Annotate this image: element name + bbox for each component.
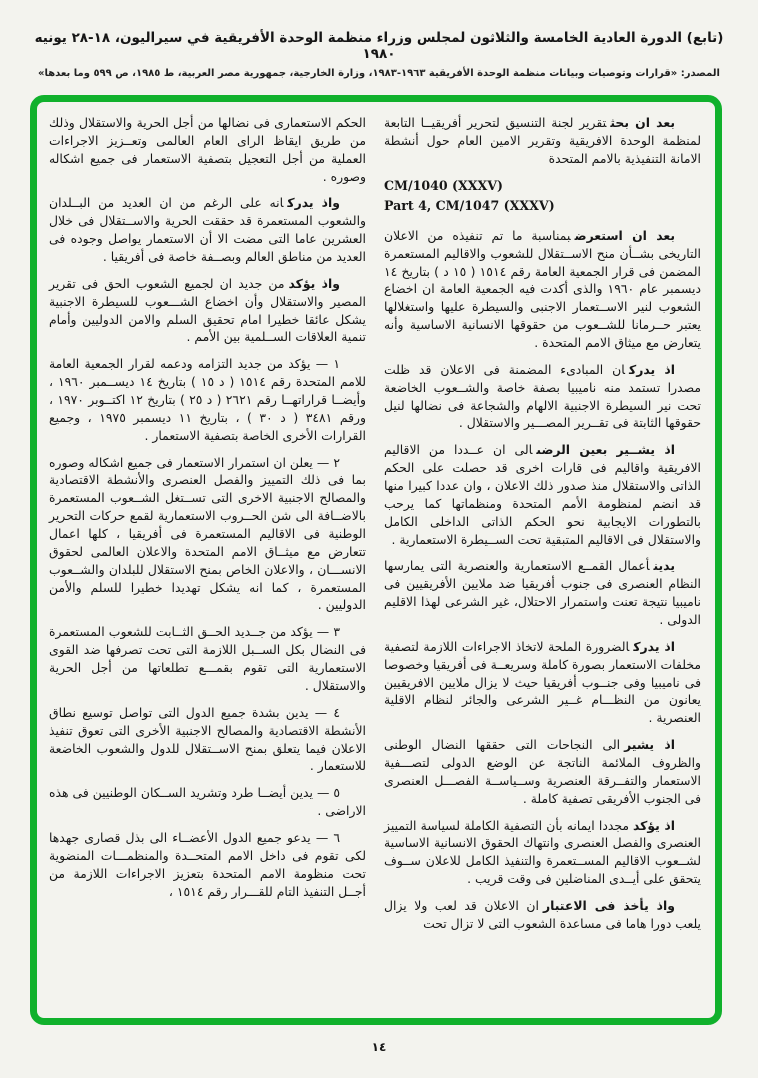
paragraph xyxy=(49,114,366,185)
paragraph-text: انه على الرغم من ان العديد من البــلدان والشعوب المستعمرة قد حققت الحرية والاســتقلال فى خلال العشرين عاما التى مضت الا أن الاستعمار يواصل وجوده فى العديد من مناطق العالم وبصــفة خاصة فى أفريقيا . xyxy=(49,195,366,265)
paragraph-lead: اذ يشير xyxy=(624,737,676,753)
page-header xyxy=(0,30,758,79)
page-number: ١٤ xyxy=(371,1040,387,1054)
paragraph-text: ١ — يؤكد من جديد التزامه ودعمه لقرار الجمعية العامة للامم المتحدة رقم ١٥١٤ ( د ١٥ ) بتاريخ ١٤ ديســمبر ١٩٦٠ ، وأيضــا قراراتهــا رقم ٢٦٢١ ( د ٢٥ ) بتاريخ ١٢ اكتــوبر ١٩٧٠ ، ورقم ٣٤٨١ ( د ٣٠ ) ، بتاريخ ١١ ديسمبر ١٩٧٥ ، وجميع القرارات الأخرى الخاصة بتصفية الاستعمار . xyxy=(49,356,367,443)
session-title: (تابع) الدورة العادية الخامسة والثلاثون لمجلس وزراء منظمة الوحدة الأفريقية في سيراليون، ١٨-٢٨ يونيه ١٩٨٠ xyxy=(34,30,724,62)
paragraph-lead: بعد ان استعرض xyxy=(574,227,675,243)
resolution-item-6 xyxy=(49,829,366,900)
paragraph-text: من جديد ان لجميع الشعوب الحق فى تقرير المصير والاستقلال وأن اخضاع الشـــعوب للسيطرة الاجنبية يشكل عائقا خطيرا امام تحقيق السلم والامن الدوليين وأمام تنمية العلاقات الســلمية بين الأمم . xyxy=(49,275,366,345)
paragraph-text: ٦ — يدعو جميع الدول الأعضــاء الى بذل قصارى جهدها لكى تقوم فى داخل الامم المتحــدة والمنظمـــات المنضوية تحت منظومة الامم المتحدة بتعزيز الاجراءات اللازمة من أجــل التنفيذ التام للقـــرار رقم ١٥١٤ ، xyxy=(49,829,366,899)
document-body xyxy=(37,102,715,1018)
document-reference: CM/1040 (XXXV) xyxy=(384,177,504,193)
paragraph-text: أعمال القمــع الاستعمارية والعنصرية التى يمارسها النظام العنصرى فى جنوب أفريقيا ضد ملايين الأفريقيين فى ناميبيا نتيجة تعنت واستمرار الاحتلال، غير الشرعى لهذا الاقليم الدولى . xyxy=(384,558,701,628)
paragraph-text: الى النجاحات التى حققها النضال الوطنى والظروف الملائمة الناتجة عن الوضع الدولى لتصـــفية الاستعمار والتفــرقة العنصرية وســياســة الفصـــل العنصرى فى الجنوب الأفريقى تصفية كاملة . xyxy=(384,737,701,806)
paragraph-text: بمناسبة ما تم تنفيذه من الاعلان التاريخى بشــأن منح الاســتقلال للشعوب والاقاليم المستعمرة المضمن فى قرار الجمعية العامة رقم ١٥١٤ ( ١٥ د ) بتاريخ ١٤ ديسمبر عام ١٩٦٠ والذى أكدت فيه الجمعية العامة ان اخضاع الشعوب لنير الاســتعمار الاجنبى والسيطرة عليها واستغلالها يعتبر حــرمانا للشــعوب من حقوقها الانسانية الاساسية وأنه يتعارض مع ميثاق الامم المتحدة . xyxy=(384,227,701,350)
resolution-item-5 xyxy=(49,784,366,820)
paragraph xyxy=(384,361,701,432)
paragraph xyxy=(384,897,701,933)
paragraph xyxy=(384,114,701,168)
paragraph-lead: اذ يدرك xyxy=(628,361,675,377)
source-citation: المصدر: «قرارات وتوصيات وبيانات منظمة الوحدة الأفريقية ١٩٦٣-١٩٨٣، وزارة الخارجية، جمهورية مصر العربية، ط ١٩٨٥، ص ٥٩٩ وما بعدها» xyxy=(37,68,720,79)
paragraph xyxy=(384,638,701,727)
resolution-item-2 xyxy=(49,454,366,615)
paragraph-lead: واذ يدرك xyxy=(287,195,340,211)
paragraph xyxy=(49,194,366,265)
column-left xyxy=(49,114,366,1010)
paragraph-lead: يدين xyxy=(653,558,675,574)
resolution-item-3 xyxy=(49,623,366,694)
document-frame xyxy=(30,95,722,1025)
paragraph-lead: واذ يؤكد xyxy=(288,275,340,291)
column-right xyxy=(384,114,701,1010)
document-reference: Part 4, CM/1047 (XXXV) xyxy=(384,197,555,213)
resolution-item-4 xyxy=(49,704,366,775)
paragraph-lead: واذ يأخذ فى الاعتبار xyxy=(542,898,675,914)
paragraph-text: ٣ — يؤكد من جــديد الحــق الثــابت للشعوب المستعمرة فى النضال بكل الســبل اللازمة التى تحت تصرفها ضد القوى الاستعمارية التى تقوم بقمـــع تطلعاتها من أجل الحرية والاستقلال . xyxy=(49,624,366,693)
paragraph-text: ان المبادىء المضمنة فى الاعلان قد ظلت مصدرا تستمد منه ناميبيا بصفة خاصة والشــعوب الخاضعة تحت نير السيطرة الاجنبية الالهام والشجاعة فى نضالها لنيل حقوقها الثابتة فى تقــرير المصـــير والاستقلال . xyxy=(384,361,701,431)
paragraph-text: ٥ — يدين أيضــا طرد وتشريد الســكان الوطنيين فى هذه الاراضى . xyxy=(49,785,366,819)
resolution-item-1 xyxy=(49,355,366,444)
paragraph xyxy=(384,441,701,548)
paragraph xyxy=(49,275,366,346)
paragraph-text: تقرير لجنة التنسيق لتحرير أفريقيــا التابعة لمنظمة الوحدة الافريقية وتقرير الامين العام حول أنشطة الامانة التنفيذية بالامم المتحدة xyxy=(384,115,701,166)
paragraph-lead: بعد ان بحث xyxy=(610,115,675,130)
paragraph-lead: اذ يؤكد xyxy=(633,817,675,833)
paragraph-lead: اذ يدرك xyxy=(633,638,675,654)
paragraph-lead: اذ يشــير بعين الرضى xyxy=(536,442,675,458)
paragraph xyxy=(384,736,701,807)
paragraph-text: الحكم الاستعمارى فى نضالها من أجل الحرية والاستقلال وذلك من طريق ايقاظ الراى العام العالمى وتعــزيز الاجراءات العملية من أجل التعجيل بتصفية الاستعمار فى جميع اشكاله وصوره . xyxy=(49,115,366,184)
paragraph xyxy=(384,557,701,628)
paragraph xyxy=(384,227,701,352)
paragraph-text: ان الاعلان قد لعب ولا يزال يلعب دورا هاما فى مساعدة الشعوب التى لا تزال تحت xyxy=(384,898,701,931)
paragraph-text: الى ان عــددا من الاقاليم الافريقية واقاليم فى قارات اخرى قد حصلت على الحكم الذاتى والاستقلال منذ صدور ذلك الاعلان ، وان عددا كبيرا منها قد انضم لمنظومة الأمم المتحدة ومنظماتها كما يرحب بالتطورات الايجابية نحو الحكم الذاتى الداخلى الكامل والاستقلال فى الاقاليم المتبقية تحت الســيطرة الاستعمارية . xyxy=(384,442,701,547)
paragraph-text: ٤ — يدين بشدة جميع الدول التى تواصل توسيع نطاق الأنشطة الاقتصادية والمصالح الاجنبية الأخرى التى تعوق تنفيذ الاعلان فيما يتعلق بمنح الاســتقلال للدول والشعوب الخاضعة للاستعمار . xyxy=(49,704,366,774)
paragraph-text: الضرورة الملحة لاتخاذ الاجراءات اللازمة لتصفية مخلفات الاستعمار بصورة كاملة وسريعــة فى أفريقيا وخصوصا فى ناميبيا وفى جنــوب أفريقيا حيث لا يزال ملايين الافريقيين يعانون من النظـــام غــير الشرعى والجائر لنظام الاقلية العنصرية . xyxy=(384,638,701,726)
paragraph-text: ٢ — يعلن ان استمرار الاستعمار فى جميع اشكاله وصوره بما فى ذلك التمييز والفصل العنصرى والأنشطة الاقتصادية والمصالح الاجنبية الاخرى التى تســتغل الشــعوب المستعمرة بالاضــافة الى شن الحــروب الاستعمارية لقمع حركات التحرير الوطنية فى الاقاليم المستعمرة فى أفريقيا ، كلها اعمال تتعارض مع ميثــاق الامم المتحدة والاعلان العالمى لحقوق الانســـان ، والاعلان الخاص بمنح الاستقلال للبلدان والشــعوب المستعمرة ، كما انه يشكل تهديدا خطيرا للسلم والأمن الدوليين . xyxy=(49,454,366,613)
paragraph xyxy=(384,817,701,888)
paragraph-text: مجددا ايمانه بأن التصفية الكاملة لسياسة التمييز العنصرى والفصل العنصرى وانتهاك الحقوق الانسانية الاساسية لشــعوب الاقاليم المســتعمرة والتنفيذ الكامل للاعلان ســوف يتحقق على أيــدى المناضلين فى وقت قريب . xyxy=(384,817,701,887)
